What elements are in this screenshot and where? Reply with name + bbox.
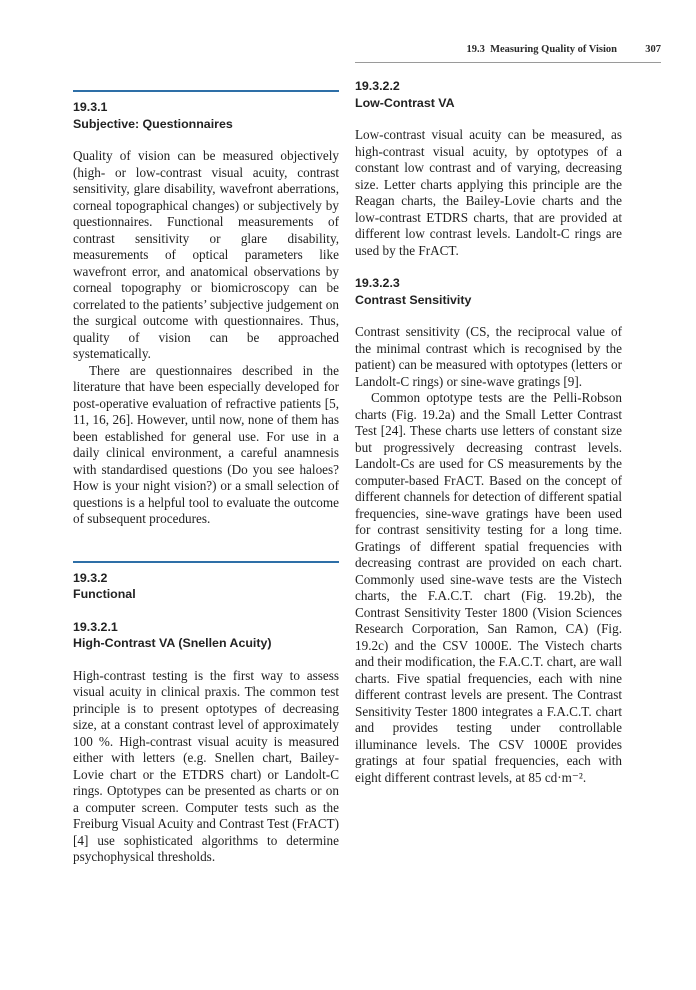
running-head-section-title: Measuring Quality of Vision [490, 44, 617, 55]
right-column [355, 78, 622, 786]
section-rule [73, 90, 339, 92]
subsection-number: 19.3.2.3 [355, 276, 400, 290]
subsection-title: Low-Contrast VA [355, 95, 455, 110]
left-column [73, 90, 339, 866]
subsection-number: 19.3.2.2 [355, 79, 400, 93]
paragraph: Common optotype tests are the Pelli-Robson charts (Fig. 19.2a) and the Small Letter Contrast Test [24]. These charts use letters of constant size but progressively decreasing contrast levels. Landolt-Cs are used for CS measurements by the computer-based FrACT. Based on the concept of different channels for detection of different spatial frequencies, sine-wave gratings have been used for contrast sensitivity testing for a long time. Gratings of different spatial frequencies with decreasing contrast are provided on each chart. Commonly used sine-wave tests are the Vistech charts, the F.A.C.T. chart (Fig. 19.2b), the Contrast Sensitivity Tester 1800 (Vision Sciences Research Corporation, San Ramon, CA) (Fig. 19.2c) and the CSV 1000E. The Vistech charts and their modification, the F.A.C.T. chart, are wall charts. Five spatial frequencies, each with nine different contrast levels are present. The Contrast Sensitivity Tester 1800 integrates a F.A.C.T. chart and provides testing under controllable illuminance levels. The CSV 1000E provides gratings at four spatial frequencies, each with eight different contrast levels, at 85 cd·m⁻². [355, 390, 622, 785]
running-head-title [466, 44, 617, 55]
subsection-title: Contrast Sensitivity [355, 292, 472, 307]
header-rule [355, 62, 661, 63]
section-title: Subjective: Questionnaires [73, 116, 233, 131]
section-title: Functional [73, 587, 136, 601]
paragraph: High-contrast testing is the first way to assess visual acuity in clinical praxis. The common test principle is to present optotypes of decreasing size, at a constant contrast level of approximately 100 %. High-contrast visual acuity is measured either with letters (e.g. Snellen chart, Bailey-Lovie chart or the ETDRS chart) or Landolt-C rings. Optotypes can be presented as charts or on a computer screen. Computer tests such as the Freiburg Visual Acuity and Contrast Test (FrACT) [4] use sophisticated algorithms to determine psychophysical thresholds. [73, 667, 339, 864]
subsection-number: 19.3.2.1 [73, 619, 118, 634]
paragraph: There are questionnaires described in the literature that have been especially developed for post-operative evaluation of refractive patients [5, 11, 16, 26]. However, until now, none of them has been established for general use. For use in a daily clinical environment, a careful anamnesis with standardised questions (Do you see haloes? How is your night vision?) or a small selection of questions is a helpful tool to evaluate the outcome of subsequent procedures. [73, 362, 339, 526]
section-rule [73, 561, 339, 563]
paragraph: Low-contrast visual acuity can be measured, as high-contrast visual acuity, by optotypes of a constant low contrast and of varying, decreasing size. Letter charts applying this principle are the Reagan charts, the Bailey-Lovie charts and the low-contrast ETDRS charts, that are provided at different low contrast levels. Landolt-C rings are used by the FrACT. [355, 127, 622, 258]
page-number: 307 [645, 44, 661, 55]
paragraph: Quality of vision can be measured objectively (high- or low-contrast visual acuity, contrast sensitivity, glare disability, wavefront aberrations, corneal topographical changes) or subjectively by questionnaires. Functional measurements of contrast sensitivity or glare disability, measurements of optical parameters like wavefront error, and anatomical observations by corneal topography or biomicroscopy can be correlated to the patients’ subjective judgement on the surgical outcome with questionnaires. Thus, quality of vision can be approached systematically. [73, 148, 339, 361]
running-head [355, 44, 661, 60]
paragraph: Contrast sensitivity (CS, the reciprocal value of the minimal contrast which is recognised by the patient) can be measured with optotypes (letters or Landolt-C rings) or sine-wave gratings [9]. [355, 324, 622, 389]
section-number: 19.3.2 [73, 570, 108, 585]
section-number: 19.3.1 [73, 100, 108, 114]
subsection-title: High-Contrast VA (Snellen Acuity) [73, 636, 272, 650]
running-head-section: 19.3 [466, 44, 485, 55]
